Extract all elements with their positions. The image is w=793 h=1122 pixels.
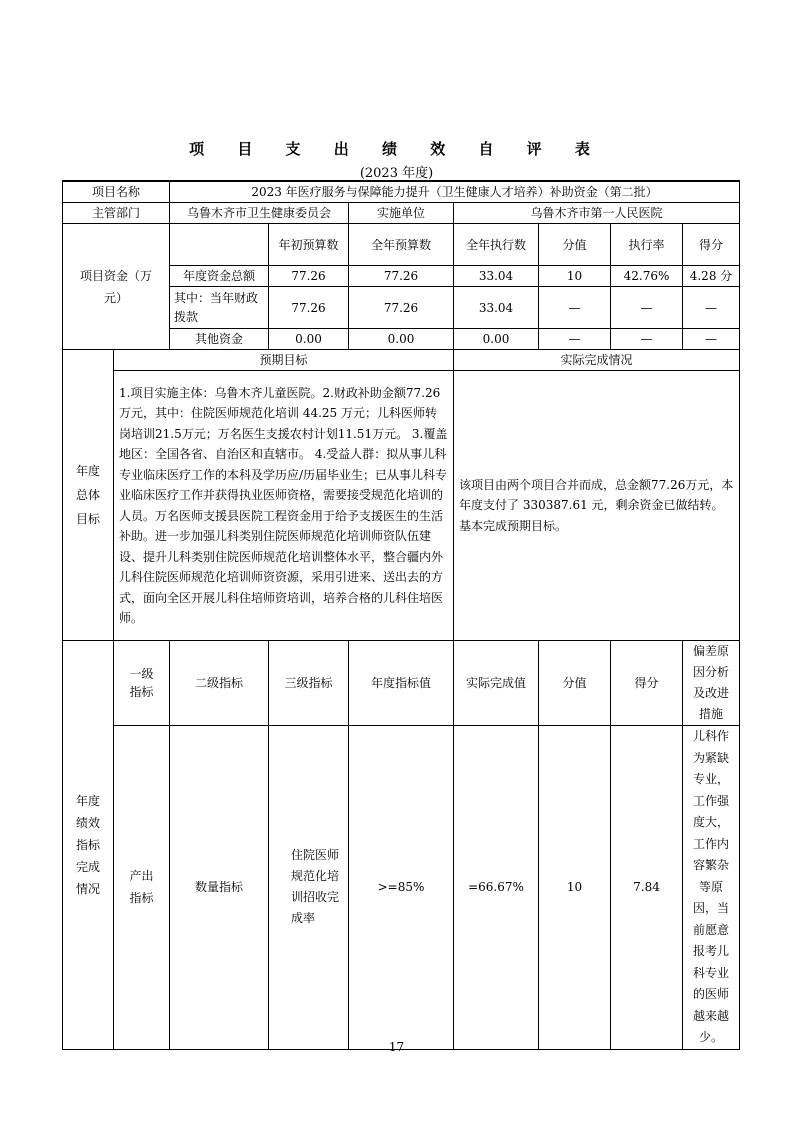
indicator-header: 偏差原因分析及改进措施 [683,641,740,726]
funds-header-blank [170,224,269,266]
funds-cell: 33.04 [454,287,539,329]
funds-cell: 77.26 [349,266,454,287]
indicator-actual: =66.67% [454,726,539,1050]
project-name-label: 项目名称 [63,181,170,203]
indicators-label: 年度绩效指标完成情况 [63,641,114,1050]
indicator-score: 7.84 [611,726,683,1050]
goals-label: 年度总体目标 [63,350,114,641]
funds-row-label: 年度资金总额 [170,266,269,287]
project-name-value: 2023 年医疗服务与保障能力提升（卫生健康人才培养）补助资金（第二批） [170,181,740,203]
funds-cell: — [539,287,611,329]
funds-cell: 77.26 [269,266,349,287]
funds-cell: 4.28 分 [683,266,740,287]
indicator-header: 分值 [539,641,611,726]
funds-cell: — [611,329,683,350]
indicator-level2: 数量指标 [170,726,269,1050]
funds-cell: 0.00 [269,329,349,350]
funds-cell: 0.00 [349,329,454,350]
indicator-header: 二级指标 [170,641,269,726]
funds-header-initial: 年初预算数 [269,224,349,266]
indicator-header: 三级指标 [269,641,349,726]
performance-table [62,180,740,1050]
funds-cell: 0.00 [454,329,539,350]
page-title: 项 目 支 出 绩 效 自 评 表 [189,140,604,158]
expected-goal-text: 1.项目实施主体：乌鲁木齐儿童医院。2.财政补助金额77.26万元，其中：住院医师规范化培训 44.25 万元；儿科医师转岗培训21.5万元；万名医生支援农村计划11.51万元。 3.覆盖地区：全国各省、自治区和直辖市。 4.受益人群：拟从事儿科专业临床医疗工作的本科及学历应/历届毕业生；已从事儿科专业临床医疗工作并获得执业医师资格，需要接受规范化培训的人员。万名医师支援县医院工程资金用于给予支援医生的生活补助。进一步加强儿科类别住院医师规范化培训师资队伍建设、提升儿科类别住院医师规范化培训整体水平，整合疆内外儿科住院医师规范化培训师资资源，采用引进来、送出去的方式，面向全区开展儿科住培师资培训，培养合格的儿科住培医师。 [114,371,454,641]
actual-result-header: 实际完成情况 [454,350,740,371]
dept-value: 乌鲁木齐市卫生健康委员会 [170,203,349,224]
unit-label: 实施单位 [349,203,454,224]
funds-header-annual: 全年预算数 [349,224,454,266]
expected-goal-header: 预期目标 [114,350,454,371]
indicator-level1: 产出指标 [114,726,170,1050]
funds-header-score: 得分 [683,224,740,266]
indicator-weight: 10 [539,726,611,1050]
funds-header-weight: 分值 [539,224,611,266]
funds-cell: — [539,329,611,350]
funds-cell: 77.26 [269,287,349,329]
indicator-level3: 住院医师规范化培训招收完成率 [269,726,349,1050]
funds-header-executed: 全年执行数 [454,224,539,266]
funds-cell: — [683,287,740,329]
funds-label: 项目资金（万元） [63,224,170,350]
funds-cell: 42.76% [611,266,683,287]
indicator-header: 一级指标 [114,641,170,726]
indicator-target: >=85% [349,726,454,1050]
year-label: (2023 年度) [359,166,434,181]
funds-row-label: 其他资金 [170,329,269,350]
unit-value: 乌鲁木齐市第一人民医院 [454,203,740,224]
dept-label: 主管部门 [63,203,170,224]
funds-header-rate: 执行率 [611,224,683,266]
funds-cell: — [683,329,740,350]
funds-cell: 77.26 [349,287,454,329]
actual-result-text: 该项目由两个项目合并而成，总金额77.26万元，本年度支付了 330387.61 元，剩余资金已做结转。基本完成预期目标。 [454,371,740,641]
funds-cell: 10 [539,266,611,287]
page-number: 17 [388,1040,405,1054]
indicator-reason: 儿科作为紧缺专业，工作强度大，工作内容繁杂等原因，当前愿意报考儿科专业的医师越来越少。 [683,726,740,1050]
indicator-header: 得分 [611,641,683,726]
indicator-header: 实际完成值 [454,641,539,726]
funds-cell: 33.04 [454,266,539,287]
funds-row-label: 其中：当年财政拨款 [170,287,269,329]
funds-cell: — [611,287,683,329]
indicator-header: 年度指标值 [349,641,454,726]
